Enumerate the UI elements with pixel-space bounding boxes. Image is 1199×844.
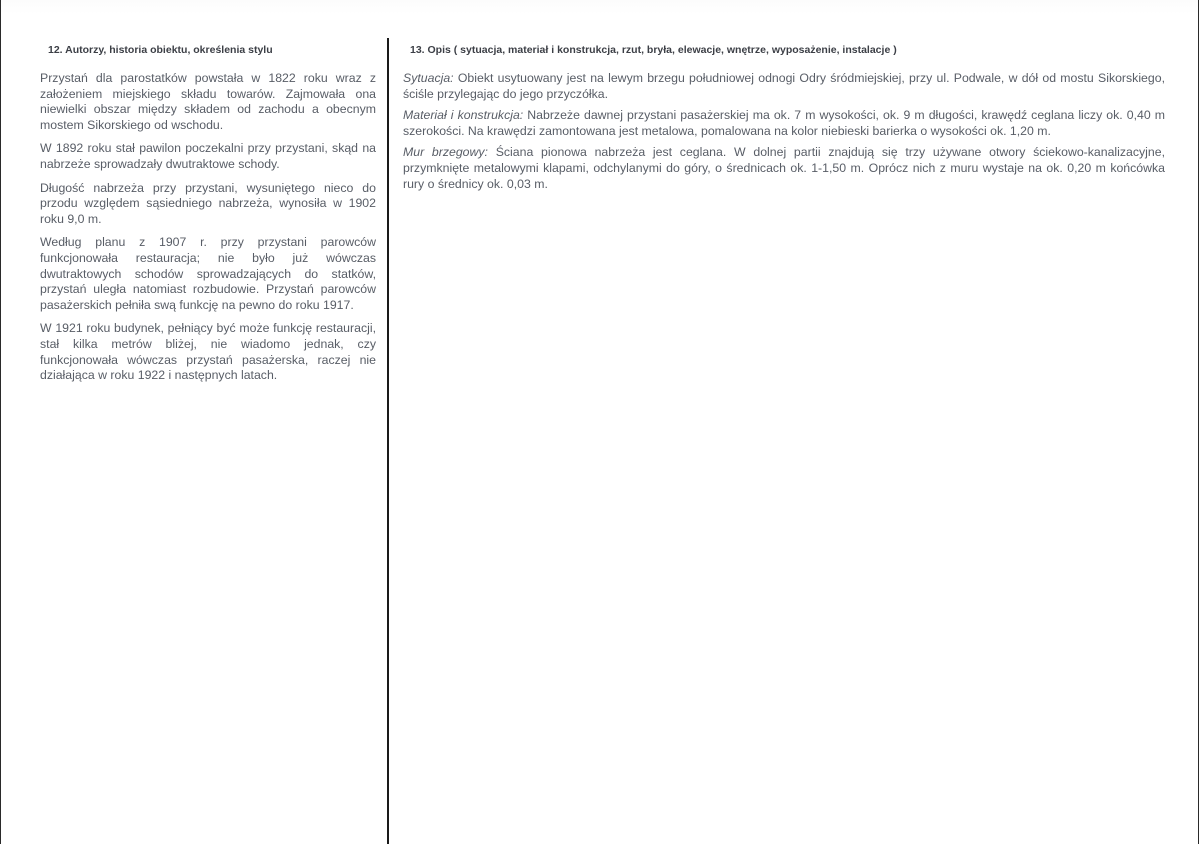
description-heading: 13. Opis ( sytuacja, materiał i konstrukcja, rzut, bryła, elewacje, wnętrze, wyposażenie, instalacje ) xyxy=(410,44,897,56)
situation-label: Sytuacja: xyxy=(403,71,454,85)
description-paragraph-material xyxy=(403,108,1165,139)
wall-text: Ściana pionowa nabrzeża jest ceglana. W dolnej partii znajdują się trzy używane otwory ściekowo-kanalizacyjne, przymknięte metalowymi klapami, odchylanymi do góry, o średnicach ok. 1-1,50 m. Oprócz nich z muru wystaje na ok. 0,20 m końcówka rury o średnicy ok. 0,03 m. xyxy=(403,145,1166,191)
scan-left-edge xyxy=(0,0,1,844)
description-paragraph-situation xyxy=(403,71,1165,102)
material-label: Materiał i konstrukcja: xyxy=(403,108,524,123)
history-paragraph: W 1921 roku budynek, pełniący być może funkcję restauracji, stał kilka metrów bliżej, nie wiadomo jednak, czy funkcjonowała wówczas przystań pasażerska, raczej nie działająca w roku 1922 i następnych latach. xyxy=(40,321,376,383)
description-paragraph-wall xyxy=(403,145,1165,192)
material-text: Nabrzeże dawnej przystani pasażerskiej ma ok. 7 m wysokości, ok. 9 m długości, krawędź ceglana liczy ok. 0,40 m szerokości. Na krawędzi zamontowana jest metalowa, pomalowana na kolor niebieski barierka o wysokości ok. 1,20 m. xyxy=(403,108,1165,138)
history-section xyxy=(40,44,376,392)
history-paragraph: Długość nabrzeża przy przystani, wysuniętego nieco do przodu względem sąsiedniego nabrzeża, wynosiła w 1902 roku 9,0 m. xyxy=(40,180,376,226)
history-paragraph: W 1892 roku stał pawilon poczekalni przy przystani, skąd na nabrzeże sprowadzały dwutraktowe schody. xyxy=(40,141,376,171)
situation-text: Obiekt usytuowany jest na lewym brzegu południowej odnogi Odry śródmiejskiej, przy ul. Podwale, w dół od mostu Sikorskiego, ściśle przylegając do jego przyczółka. xyxy=(403,71,1165,101)
history-paragraph: Przystań dla parostatków powstała w 1822 roku wraz z założeniem miejskiego składu towarów. Zajmowała ona niewielki obszar między składem od zachodu a obecnym mostem Sikorskiego od wschodu. xyxy=(40,71,376,132)
description-section xyxy=(403,44,1165,198)
scan-top-edge xyxy=(0,0,1199,14)
wall-label: Mur brzegowy: xyxy=(403,145,488,160)
history-paragraph: Według planu z 1907 r. przy przystani parowców funkcjonowała restauracja; nie było już wówczas dwutraktowych schodów sprowadzających do statków, przystań uległa natomiast rozbudowie. Przystań parowców pasażerskich pełniła swą funkcję na pewno do roku 1917. xyxy=(40,235,376,312)
history-heading: 12. Autorzy, historia obiektu, określenia stylu xyxy=(48,44,273,56)
column-divider xyxy=(387,38,389,844)
